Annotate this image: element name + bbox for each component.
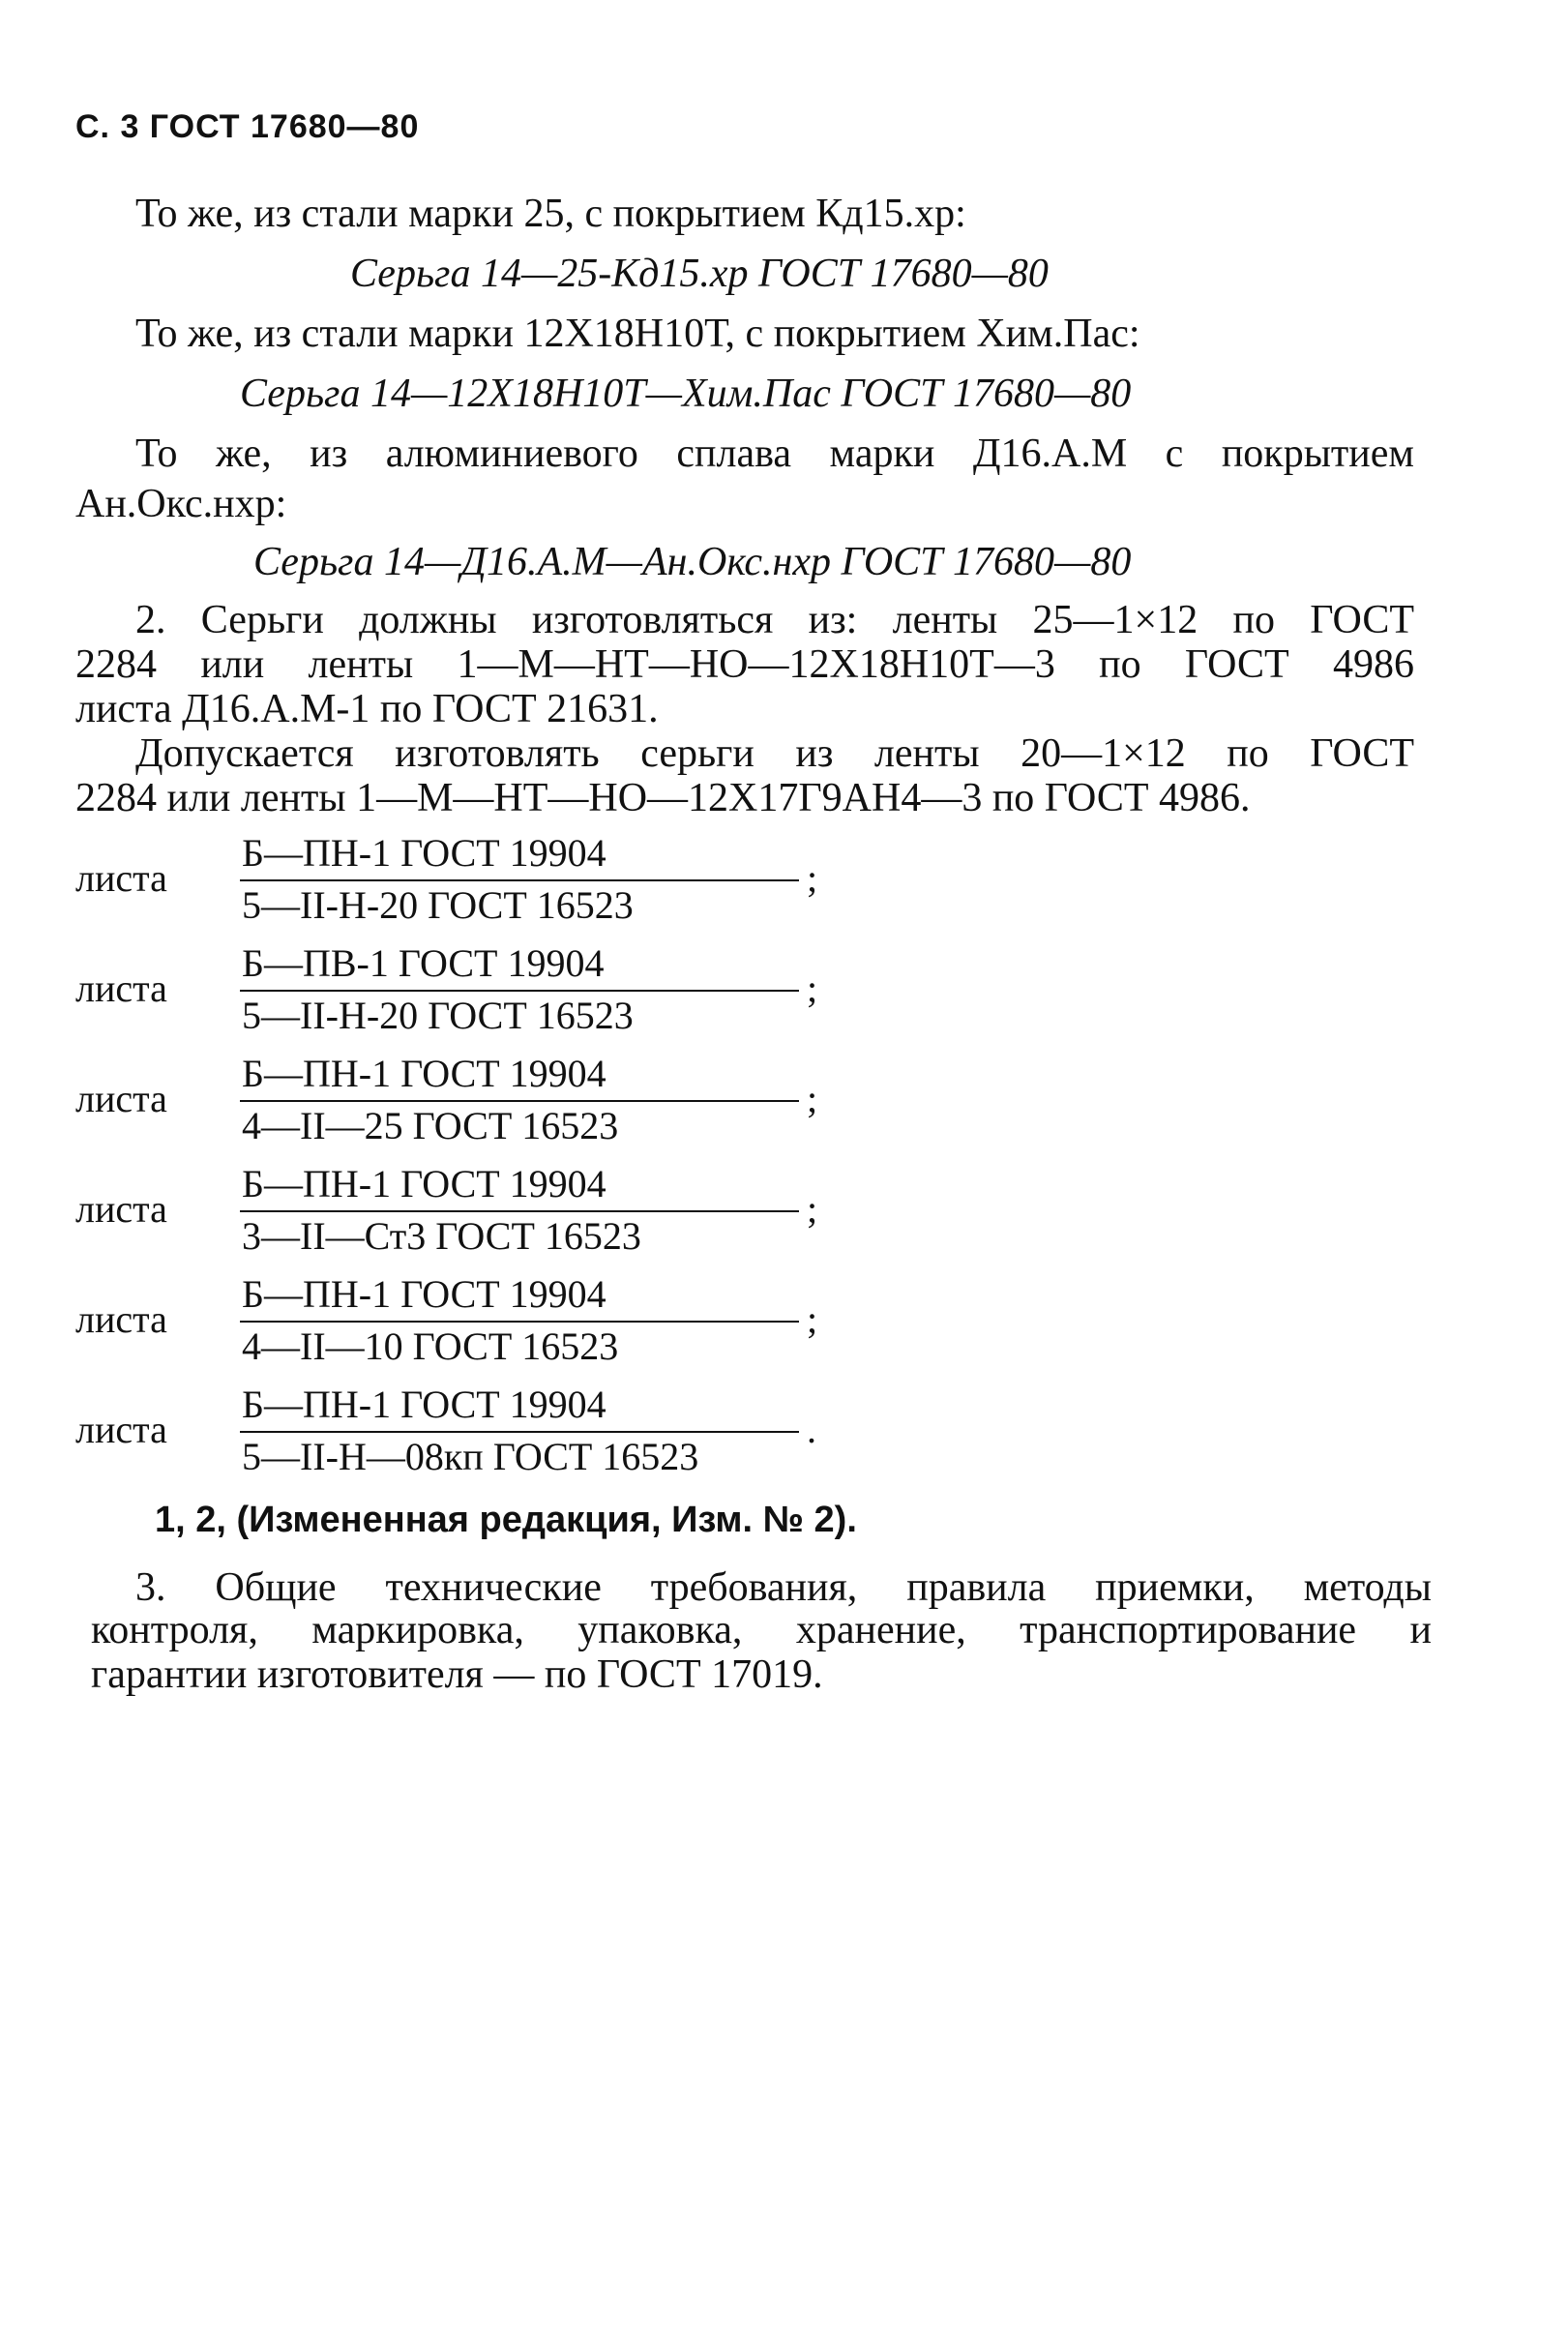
fraction-numerator: Б—ПН-1 ГОСТ 19904 <box>242 831 606 875</box>
fraction-denominator: 5—II-Н-20 ГОСТ 16523 <box>242 883 634 927</box>
sheet-label: листа <box>75 1408 167 1451</box>
fraction-numerator: Б—ПН-1 ГОСТ 19904 <box>242 1052 606 1095</box>
section-2-line1: 2. Серьги должны изготовляться из: ленты 25—1×12 по ГОСТ <box>135 598 1414 642</box>
fraction-denominator: 5—II-Н—08кп ГОСТ 16523 <box>242 1435 699 1478</box>
fraction-bar <box>240 1100 799 1102</box>
section-2-line2: 2284 или ленты 1—М—НТ—НО—12Х18Н10Т—3 по ГОСТ 4986 <box>75 642 1414 687</box>
section-2-allowance-line2: 2284 или ленты 1—М—НТ—НО—12Х17Г9АН4—3 по ГОСТ 4986. <box>75 776 1251 820</box>
fraction-bar <box>240 879 799 881</box>
paragraph-aluminium-line2: Ан.Окс.нхр: <box>75 482 287 526</box>
example-steel-12x18: Серьга 14—12Х18Н10Т—Хим.Пас ГОСТ 17680—80 <box>240 372 1132 416</box>
sheet-label: листа <box>75 1297 167 1341</box>
page-header: С. 3 ГОСТ 17680—80 <box>75 108 420 145</box>
fraction-punctuation: ; <box>807 967 818 1010</box>
fraction-bar <box>240 1210 799 1212</box>
fraction-denominator: 4—II—10 ГОСТ 16523 <box>242 1324 619 1368</box>
fraction-numerator: Б—ПН-1 ГОСТ 19904 <box>242 1383 606 1426</box>
sheet-label: листа <box>75 1077 167 1120</box>
fraction-punctuation: . <box>807 1408 816 1451</box>
fraction-bar <box>240 990 799 992</box>
fraction-denominator: 3—II—Ст3 ГОСТ 16523 <box>242 1214 641 1258</box>
example-aluminium: Серьга 14—Д16.А.М—Ан.Окс.нхр ГОСТ 17680—80 <box>253 540 1132 584</box>
amendment-note: 1, 2, (Измененная редакция, Изм. № 2). <box>155 1500 857 1540</box>
sheet-label: листа <box>75 856 167 900</box>
fraction-punctuation: ; <box>807 1187 818 1231</box>
fraction-bar <box>240 1321 799 1323</box>
section-2-line3: листа Д16.А.М-1 по ГОСТ 21631. <box>75 687 659 731</box>
sheet-label: листа <box>75 1187 167 1231</box>
section-2-allowance-line1: Допускается изготовлять серьги из ленты 20—1×12 по ГОСТ <box>135 731 1414 776</box>
fraction-bar <box>240 1431 799 1433</box>
fraction-numerator: Б—ПН-1 ГОСТ 19904 <box>242 1272 606 1316</box>
section-3-line2: контроля, маркировка, упаковка, хранение, транспортирование и <box>91 1608 1432 1652</box>
fraction-denominator: 4—II—25 ГОСТ 16523 <box>242 1104 619 1147</box>
fraction-denominator: 5—II-Н-20 ГОСТ 16523 <box>242 994 634 1037</box>
sheet-label: листа <box>75 967 167 1010</box>
example-steel-25: Серьга 14—25-Кд15.хр ГОСТ 17680—80 <box>350 252 1049 296</box>
paragraph-steel-25: То же, из стали марки 25, с покрытием Кд15.хр: <box>135 192 966 236</box>
section-3-line3: гарантии изготовителя — по ГОСТ 17019. <box>91 1652 823 1697</box>
fraction-numerator: Б—ПВ-1 ГОСТ 19904 <box>242 941 605 985</box>
section-3-line1: 3. Общие технические требования, правила приемки, методы <box>135 1565 1432 1610</box>
fraction-numerator: Б—ПН-1 ГОСТ 19904 <box>242 1162 606 1205</box>
paragraph-steel-12x18: То же, из стали марки 12Х18Н10Т, с покрытием Хим.Пас: <box>135 312 1140 356</box>
paragraph-aluminium-line1: То же, из алюминиевого сплава марки Д16.А.М с покрытием <box>135 431 1414 476</box>
fraction-punctuation: ; <box>807 856 818 900</box>
fraction-punctuation: ; <box>807 1077 818 1120</box>
fraction-punctuation: ; <box>807 1297 818 1341</box>
